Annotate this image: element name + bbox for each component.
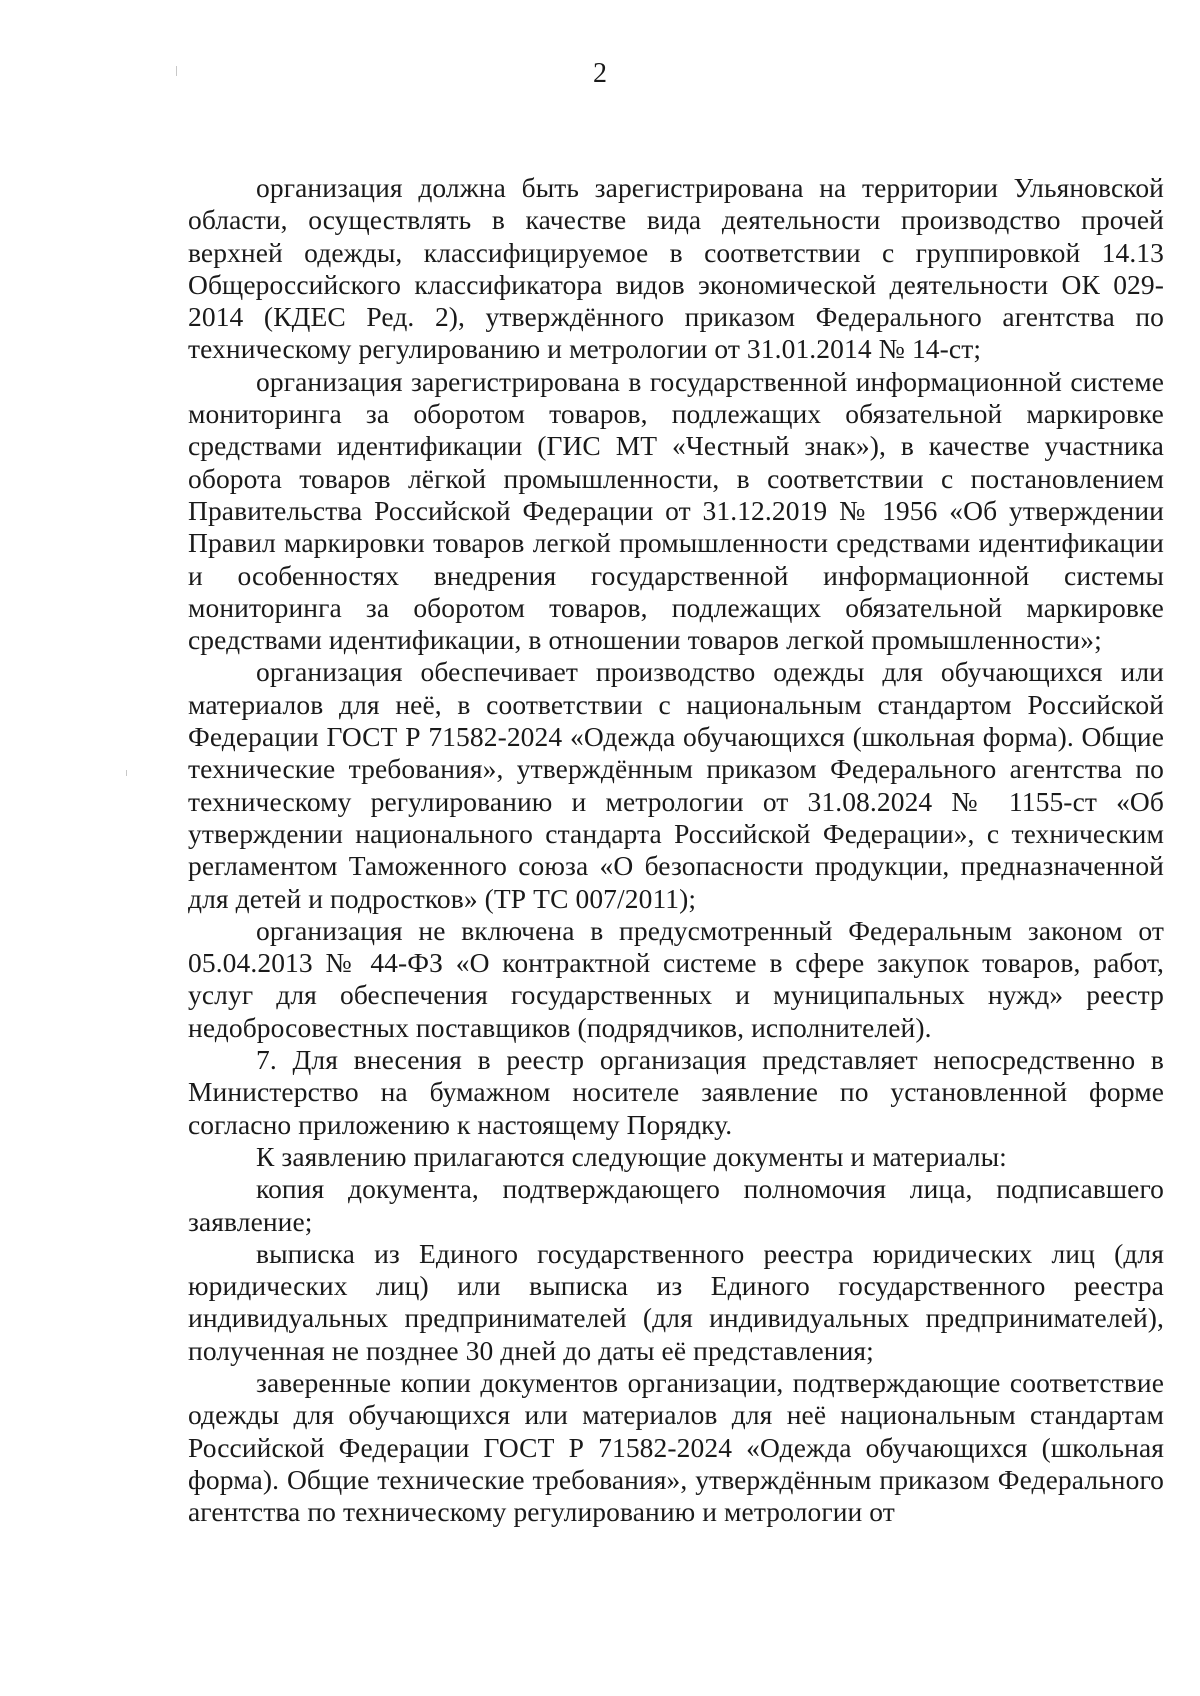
page-number: 2 [593,58,607,89]
scan-artifact-mark [126,770,127,776]
paragraph-registration-requirement: организация должна быть зарегистрирована на территории Ульяновской области, осуществлять в качестве вида деятельности производство прочей верхней одежды, классифицируемое в соответствии с группировкой 14.13 Общероссийского классификатора видов экономической деятельности ОК 029-2014 (КДЕС Ред. 2), утверждённого приказом Федерального агентства по техническому регулированию и метрологии от 31.01.2014 № 14-ст; [188,172,1164,365]
paragraph-marking-system-requirement: организация зарегистрирована в государственной информационной системе мониторинга за оборотом товаров, подлежащих обязательной маркировке средствами идентификации (ГИС МТ «Честный знак»), в качестве участника оборота товаров лёгкой промышленности, в соответствии с постановлением Правительства Российской Федерации от 31.12.2019 № 1956 «Об утверждении Правил маркировки товаров легкой промышленности средствами идентификации и особенностях внедрения государственной информационной системы мониторинга за оборотом товаров, подлежащих обязательной маркировке средствами идентификации, в отношении товаров легкой промышленности»; [188,365,1164,656]
document-body [188,172,1164,1528]
paragraph-registry-extract: выписка из Единого государственного реестра юридических лиц (для юридических лиц) или выписка из Единого государственного реестра индивидуальных предпринимателей (для индивидуальных предпринимателей), полученная не позднее 30 дней до даты её представления; [188,1237,1164,1366]
paragraph-standard-compliance: организация обеспечивает производство одежды для обучающихся или материалов для неё, в соответствии с национальным стандартом Российской Федерации ГОСТ Р 71582-2024 «Одежда обучающихся (школьная форма). Общие технические требования», утверждённым приказом Федерального агентства по техническому регулированию и метрологии от 31.08.2024 № 1155-ст «Об утверждении национального стандарта Российской Федерации», с техническим регламентом Таможенного союза «О безопасности продукции, предназначенной для детей и подростков» (ТР ТС 007/2011); [188,656,1164,914]
paragraph-authority-document-copy: копия документа, подтверждающего полномочия лица, подписавшего заявление; [188,1173,1164,1237]
paragraph-attached-documents-intro: К заявлению прилагаются следующие документы и материалы: [256,1140,1007,1172]
paragraph-certified-copies: заверенные копии документов организации, подтверждающие соответствие одежды для обучающихся или материалов для неё национальным стандартам Российской Федерации ГОСТ Р 71582-2024 «Одежда обучающихся (школьная форма). Общие технические требования», утверждённым приказом Федерального агентства по техническому регулированию и метрологии от [188,1366,1164,1528]
paragraph-unfair-suppliers-registry: организация не включена в предусмотренный Федеральным законом от 05.04.2013 № 44-ФЗ «О контрактной системе в сфере закупок товаров, работ, услуг для обеспечения государственных и муниципальных нужд» реестр недобросовестных поставщиков (подрядчиков, исполнителей). [188,914,1164,1043]
paragraph-item-7-application: 7. Для внесения в реестр организация представляет непосредственно в Министерство на бумажном носителе заявление по установленной форме согласно приложению к настоящему Порядку. [188,1044,1164,1140]
